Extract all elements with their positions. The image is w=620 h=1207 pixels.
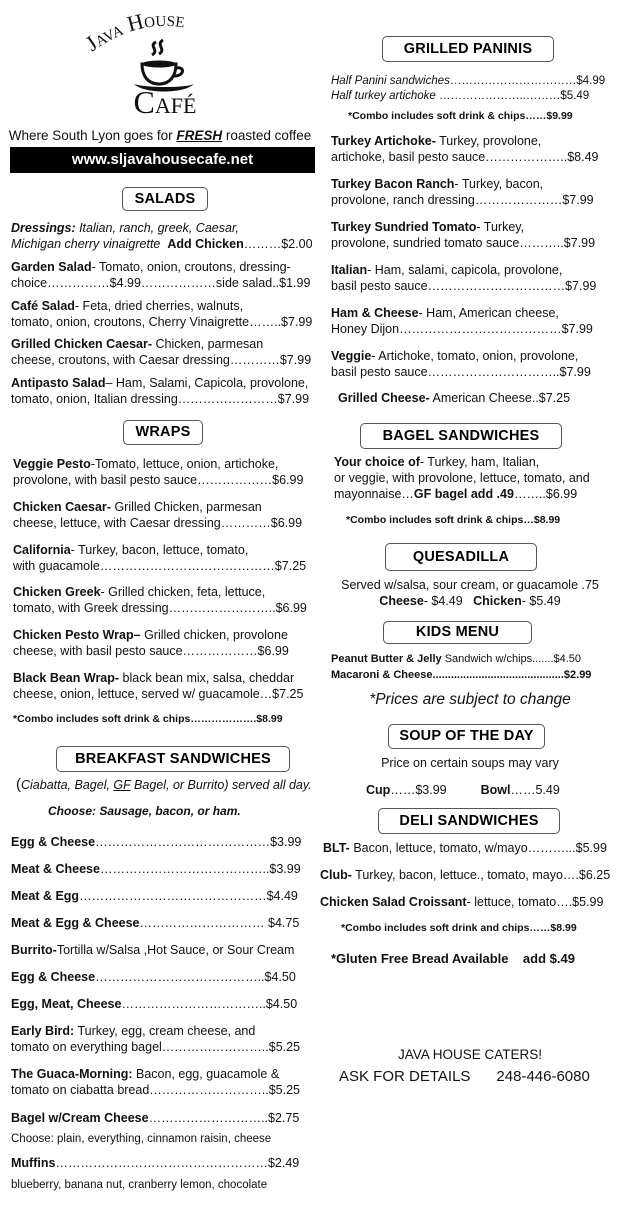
menu-item: Turkey Artichoke- Turkey, provolone, artichoke, basil pesto sauce………………..$8.49 [331, 134, 599, 164]
tagline-emphasis: FRESH [176, 128, 223, 143]
kids-item-pbj: Peanut Butter & Jelly Sandwich w/chips.......$4.50 [331, 653, 582, 665]
catering-details: ASK FOR DETAILS 248-446-6080 [339, 1068, 590, 1085]
menu-item: Café Salad- Feta, dried cherries, walnuts, tomato, onion, croutons, Cherry Vinaigrette……..$7.99 [11, 299, 313, 329]
section-header-quesadilla: QUESADILLA [385, 543, 537, 571]
section-header-kids: KIDS MENU [383, 621, 532, 644]
section-header-paninis: GRILLED PANINIS [382, 36, 554, 62]
menu-item: Egg & Cheese…………………………………..$4.50 [11, 970, 296, 984]
muffin-flavors: blueberry, banana nut, cranberry lemon, chocolate [11, 1179, 268, 1191]
bagel-sandwich-desc: Your choice of- Turkey, ham, Italian, or veggie, with provolone, lettuce, tomato, and mayonnaise…GF bagel add .49……..$6.99 [334, 455, 590, 501]
dressings-list: Italian, ranch, greek, Caesar, [75, 221, 239, 235]
menu-item: Veggie Pesto-Tomato, lettuce, onion, artichoke, provolone, with basil pesto sauce………………$6.99 [13, 457, 304, 487]
menu-item: California- Turkey, bacon, lettuce, tomato, with guacamole……………………………………$7.25 [13, 543, 307, 573]
add-chicken-price: ………$2.00 [243, 237, 313, 251]
section-header-breakfast: BREAKFAST SANDWICHES [56, 746, 290, 772]
menu-item: Turkey Bacon Ranch- Turkey, bacon, provolone, ranch dressing…………………$7.99 [331, 177, 594, 207]
bagel-combo: *Combo includes soft drink & chips…$8.99 [346, 514, 561, 526]
dressings-label: Dressings: [11, 221, 76, 235]
menu-item: Antipasto Salad– Ham, Salami, Capicola, provolone, tomato, onion, Italian dressing……………………$7.99 [11, 376, 310, 406]
menu-item: Grilled Chicken Caesar- Chicken, parmesan cheese, croutons, with Caesar dressing…………$7.99 [11, 337, 312, 367]
menu-item: Meat & Egg & Cheese………………………… $4.75 [11, 916, 300, 930]
menu-item: Veggie- Artichoke, tomato, onion, provolone, basil pesto sauce…………………………..$7.99 [331, 349, 591, 379]
section-header-bagel-sandwiches: BAGEL SANDWICHES [360, 423, 562, 449]
menu-item: Chicken Caesar- Grilled Chicken, parmesan cheese, lettuce, with Caesar dressing…………$6.99 [13, 500, 303, 530]
add-chicken-label: Add Chicken [167, 237, 244, 251]
menu-item: Bagel w/Cream Cheese………………………..$2.75 [11, 1111, 300, 1125]
wraps-combo: *Combo includes soft drink & chips……………….$8.99 [13, 713, 283, 725]
menu-item-grilled-cheese: Grilled Cheese- American Cheese..$7.25 [338, 391, 571, 405]
section-header-wraps: WRAPS [123, 420, 203, 445]
menu-item: Turkey Sundried Tomato- Turkey, provolone, sundried tomato sauce………..$7.99 [331, 220, 596, 250]
breakfast-choose: Choose: Sausage, bacon, or ham. [48, 804, 241, 818]
quesadilla-prices: Cheese- $4.49 Chicken- $5.49 [379, 594, 561, 608]
section-header-salads: SALADS [122, 187, 208, 211]
menu-item: Chicken Pesto Wrap– Grilled chicken, provolone cheese, with basil pesto sauce………………$6.99 [13, 628, 289, 658]
deli-combo: *Combo includes soft drink and chips……$8.99 [341, 922, 577, 934]
svg-text:Java House: Java House [80, 8, 187, 52]
bagel-choices: Choose: plain, everything, cinnamon raisin, cheese [11, 1133, 272, 1145]
menu-item: The Guaca-Morning: Bacon, egg, guacamole & tomato on ciabatta bread………………………..$5.25 [11, 1067, 301, 1097]
menu-item: Egg & Cheese……………………………………$3.99 [11, 835, 302, 849]
kids-item-mac: Macaroni & Cheese...........................................$2.99 [331, 669, 592, 681]
soup-prices: Cup……$3.99 Bowl……5.49 [366, 783, 560, 797]
prices-notice: *Prices are subject to change [369, 691, 571, 708]
dressings-list-2: Michigan cherry vinaigrette [11, 237, 161, 251]
menu-item: BLT- Bacon, lettuce, tomato, w/mayo………...$5.99 [323, 841, 607, 855]
menu-item: Club- Turkey, bacon, lettuce., tomato, mayo….$6.25 [320, 868, 611, 882]
menu-item: Italian- Ham, salami, capicola, provolone, basil pesto sauce……………………………$7.99 [331, 263, 597, 293]
half-panini: Half Panini sandwiches……………………………$4.99 [331, 75, 606, 87]
burrito-line: Burrito-Tortilla w/Salsa ,Hot Sauce, or Sour Cream [11, 943, 295, 957]
panini-combo: *Combo includes soft drink & chips……$9.99 [348, 110, 573, 122]
tagline-text: Where South Lyon goes for [8, 128, 177, 143]
menu-item: Meat & Egg………………………………………$4.49 [11, 889, 298, 903]
menu-item: Egg, Meat, Cheese……………………………..$4.50 [11, 997, 298, 1011]
tagline-text-end: roasted coffee [222, 128, 312, 143]
section-header-soup: SOUP OF THE DAY [388, 724, 545, 749]
half-turkey: Half turkey artichoke …………………..………$5.49 [331, 90, 590, 102]
menu-item: Muffins……………………………………………$2.49 [11, 1156, 300, 1170]
gluten-free-note: *Gluten Free Bread Available add $.49 [331, 951, 575, 966]
website-link[interactable]: www.sljavahousecafe.net [10, 147, 315, 173]
menu-item: Black Bean Wrap- black bean mix, salsa, cheddar cheese, onion, lettuce, served w/ guacamole…$7.25 [13, 671, 304, 701]
quesadilla-sides: Served w/salsa, sour cream, or guacamole .75 [341, 578, 599, 592]
menu-item: Chicken Greek- Grilled chicken, feta, lettuce, tomato, with Greek dressing……………………..$6.99 [13, 585, 307, 615]
catering-phone[interactable]: 248-446-6080 [496, 1068, 590, 1085]
menu-item: Early Bird: Turkey, egg, cream cheese, and tomato on everything bagel……………………..$5.25 [11, 1024, 301, 1054]
menu-item: Garden Salad- Tomato, onion, croutons, dressing- choice……………$4.99………………side salad..$1.99 [11, 260, 311, 290]
menu-item: Chicken Salad Croissant- lettuce, tomato….$5.99 [320, 895, 604, 909]
catering-headline: JAVA HOUSE CATERS! [397, 1047, 543, 1062]
logo-cafe: Café [133, 84, 197, 120]
menu-item: Ham & Cheese- Ham, American cheese, Honey Dijon…………………………………$7.99 [331, 306, 593, 336]
salad-dressings [11, 220, 313, 252]
section-header-deli: DELI SANDWICHES [378, 808, 560, 834]
soup-note: Price on certain soups may vary [381, 756, 559, 770]
tagline [0, 128, 320, 143]
breakfast-subtitle: (Ciabatta, Bagel, GF Bagel, or Burrito) served all day. [16, 776, 312, 793]
menu-item: Meat & Cheese…………………………………..$3.99 [11, 862, 301, 876]
